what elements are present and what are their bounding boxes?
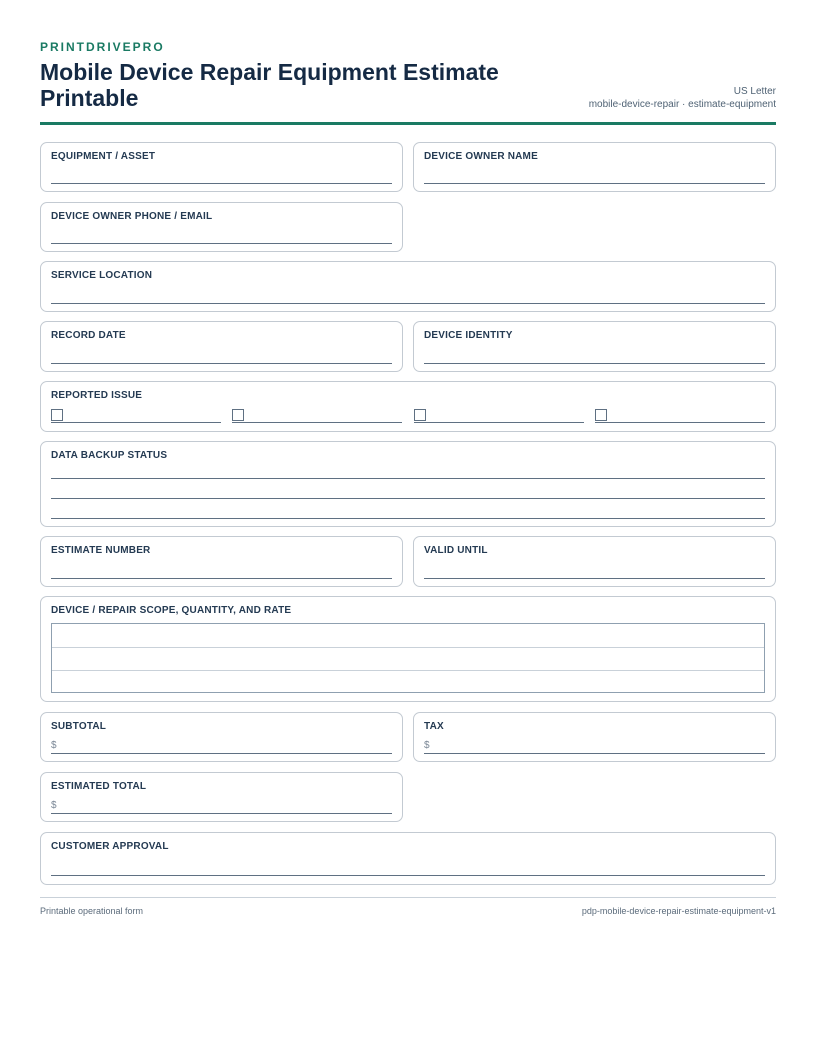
issue-option-4 (595, 409, 765, 422)
customer-approval-field (40, 832, 776, 885)
record-date-input[interactable] (51, 363, 392, 364)
field-label: SUBTOTAL (51, 721, 107, 732)
estimated-total-input[interactable] (51, 813, 392, 814)
field-label: DATA BACKUP STATUS (51, 450, 168, 461)
issue-option-2 (232, 409, 402, 422)
backup-status-line-3[interactable] (51, 518, 765, 519)
field-label: DEVICE / REPAIR SCOPE, QUANTITY, AND RATE (51, 605, 292, 616)
field-label: DEVICE OWNER PHONE / EMAIL (51, 211, 213, 222)
issue-option-2-input[interactable] (232, 422, 402, 423)
issue-option-4-input[interactable] (595, 422, 765, 423)
service-location-input[interactable] (51, 303, 765, 304)
scope-table (51, 623, 765, 693)
form-id: pdp-mobile-device-repair-estimate-equipment-v1 (581, 906, 776, 916)
form-meta (589, 85, 776, 111)
service-location-field (40, 261, 776, 312)
device-owner-contact-input[interactable] (51, 243, 392, 244)
equipment-asset-input[interactable] (51, 183, 392, 184)
issue-option-3-input[interactable] (414, 422, 584, 423)
checkbox[interactable] (414, 409, 426, 421)
table-row-divider (52, 647, 764, 648)
device-owner-name-field (413, 142, 776, 192)
subtotal-input[interactable] (51, 753, 392, 754)
currency-symbol: $ (51, 740, 57, 751)
issue-option-3 (414, 409, 584, 422)
estimate-number-input[interactable] (51, 578, 392, 579)
field-label: ESTIMATE NUMBER (51, 545, 151, 556)
form-tags: mobile-device-repair · estimate-equipment (588, 99, 776, 110)
footer-rule (40, 897, 776, 898)
valid-until-input[interactable] (424, 578, 765, 579)
footer-note: Printable operational form (40, 906, 144, 916)
table-row-divider (52, 670, 764, 671)
device-owner-contact-field (40, 202, 403, 252)
field-label: SERVICE LOCATION (51, 270, 153, 281)
backup-status-line-2[interactable] (51, 498, 765, 499)
brand-name: PRINTDRIVEPRO (40, 40, 165, 54)
field-label: TAX (424, 721, 444, 732)
scope-table-field (40, 596, 776, 702)
checkbox[interactable] (595, 409, 607, 421)
estimate-number-field (40, 536, 403, 587)
checkbox[interactable] (232, 409, 244, 421)
field-label: CUSTOMER APPROVAL (51, 841, 169, 852)
currency-symbol: $ (51, 800, 57, 811)
reported-issue-field (40, 381, 776, 432)
issue-option-1-input[interactable] (51, 422, 221, 423)
tax-input[interactable] (424, 753, 765, 754)
paper-size: US Letter (733, 86, 776, 97)
field-label: ESTIMATED TOTAL (51, 781, 147, 792)
field-label: REPORTED ISSUE (51, 390, 143, 401)
checkbox[interactable] (51, 409, 63, 421)
field-label: DEVICE IDENTITY (424, 330, 513, 341)
tax-field (413, 712, 776, 762)
field-label: DEVICE OWNER NAME (424, 151, 538, 162)
estimated-total-field (40, 772, 403, 822)
subtotal-field (40, 712, 403, 762)
equipment-asset-field (40, 142, 403, 192)
valid-until-field (413, 536, 776, 587)
device-identity-input[interactable] (424, 363, 765, 364)
field-label: EQUIPMENT / ASSET (51, 151, 156, 162)
record-date-field (40, 321, 403, 372)
issue-option-1 (51, 409, 221, 422)
data-backup-status-field (40, 441, 776, 527)
field-label: RECORD DATE (51, 330, 126, 341)
page-title: Mobile Device Repair Equipment Estimate Printable (40, 59, 499, 111)
customer-approval-input[interactable] (51, 875, 765, 876)
backup-status-line-1[interactable] (51, 478, 765, 479)
currency-symbol: $ (424, 740, 430, 751)
device-identity-field (413, 321, 776, 372)
device-owner-name-input[interactable] (424, 183, 765, 184)
field-label: VALID UNTIL (424, 545, 488, 556)
header-rule (40, 122, 776, 125)
